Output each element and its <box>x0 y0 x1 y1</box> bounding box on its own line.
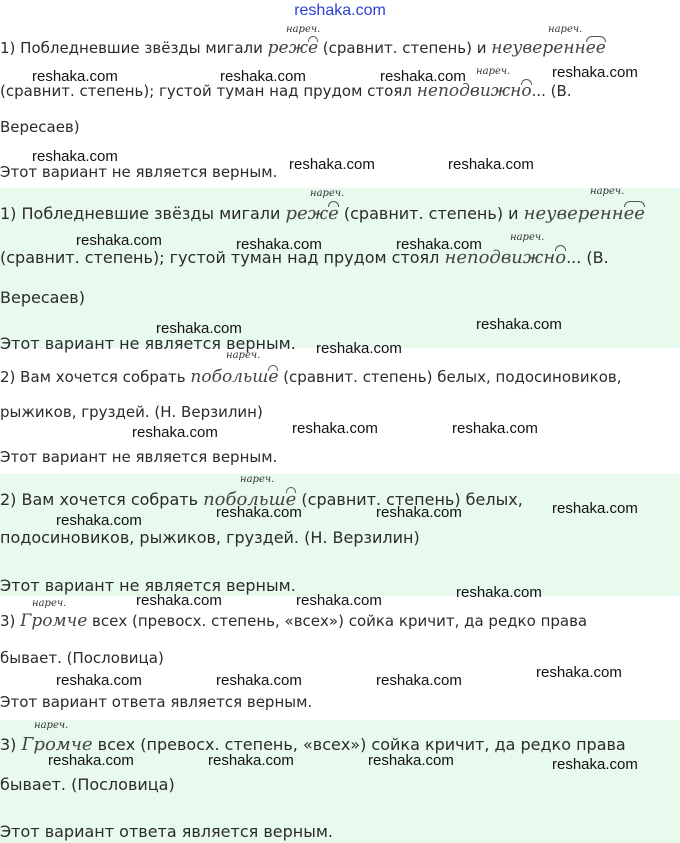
part-of-speech-mark: нареч. <box>34 720 69 731</box>
watermark: reshaka.com <box>236 236 322 253</box>
sentence-text: (сравнит. степень) и <box>318 39 492 57</box>
sentence-text: 1) Побледневшие звёзды мигали <box>0 204 286 223</box>
watermark: reshaka.com <box>216 672 302 689</box>
verdict-text: Этот вариант не является верным. <box>0 448 278 466</box>
watermark: reshaka.com <box>156 320 242 337</box>
watermark: reshaka.com <box>296 592 382 609</box>
watermark: reshaka.com <box>289 156 375 173</box>
adverb-word: неувереннее <box>523 203 645 224</box>
watermark: reshaka.com <box>132 424 218 441</box>
sentence-line: рыжиков, груздей. (Н. Верзилин) <box>0 403 263 421</box>
adverb-word: реже <box>267 38 318 58</box>
watermark: reshaka.com <box>316 340 402 357</box>
answer-block-3-highlight <box>0 720 680 843</box>
sentence-text: (сравнит. степень); густой туман над прудом стоял <box>0 82 417 100</box>
part-of-speech-mark: нареч. <box>476 66 511 77</box>
answer-block-3 <box>0 596 680 720</box>
part-of-speech-mark: нареч. <box>240 474 275 485</box>
part-of-speech-mark: нареч. <box>548 24 583 35</box>
adverb-word: побольше <box>190 367 279 387</box>
watermark: reshaka.com <box>220 68 306 85</box>
sentence-text: (сравнит. степень); густой туман над прудом стоял <box>0 248 445 267</box>
watermark: reshaka.com <box>32 68 118 85</box>
sentence-line: Вересаев) <box>0 288 85 307</box>
sentence-text: (сравнит. степень) белых, <box>296 490 523 509</box>
watermark: reshaka.com <box>552 64 638 81</box>
part-of-speech-mark: нареч. <box>590 186 625 197</box>
part-of-speech-mark: нареч. <box>226 350 261 361</box>
watermark: reshaka.com <box>216 504 302 521</box>
sentence-line: Вересаев) <box>0 118 80 136</box>
sentence-line <box>0 368 621 386</box>
part-of-speech-mark: нареч. <box>286 24 321 35</box>
watermark: reshaka.com <box>448 156 534 173</box>
watermark: reshaka.com <box>136 592 222 609</box>
watermark: reshaka.com <box>380 68 466 85</box>
verdict-text: Этот вариант не является верным. <box>0 334 296 353</box>
sentence-text: всех (превосх. степень, «всех») сойка кричит, да редко права <box>92 735 626 754</box>
sentence-line <box>0 204 645 223</box>
watermark: reshaka.com <box>476 316 562 333</box>
adverb-word: неподвижно <box>444 247 567 268</box>
watermark: reshaka.com <box>208 752 294 769</box>
watermark: reshaka.com <box>376 672 462 689</box>
adverb-word: неподвижно <box>416 81 532 101</box>
part-of-speech-mark: нареч. <box>32 598 67 609</box>
sentence-text: 3) <box>0 735 22 754</box>
verdict-text: Этот вариант ответа является верным. <box>0 693 313 711</box>
sentence-line: подосиновиков, рыжиков, груздей. (Н. Верзилин) <box>0 528 420 547</box>
sentence-text: 1) Побледневшие звёзды мигали <box>0 39 268 57</box>
watermark: reshaka.com <box>76 232 162 249</box>
adverb-word: Громче <box>20 611 88 631</box>
watermark: reshaka.com <box>396 236 482 253</box>
sentence-line: бывает. (Пословица) <box>0 775 175 794</box>
watermark: reshaka.com <box>376 504 462 521</box>
sentence-text: 2) Вам хочется собрать <box>0 490 204 509</box>
watermark: reshaka.com <box>368 752 454 769</box>
sentence-text: (сравнит. степень) белых, подосиновиков, <box>278 368 622 386</box>
verdict-text: Этот вариант ответа является верным. <box>0 822 333 841</box>
adverb-word: неувереннее <box>491 38 606 58</box>
watermark: reshaka.com <box>456 584 542 601</box>
sentence-line: бывает. (Пословица) <box>0 649 164 667</box>
part-of-speech-mark: нареч. <box>310 188 345 199</box>
verdict-text: Этот вариант не является верным. <box>0 576 296 595</box>
part-of-speech-mark: нареч. <box>510 232 545 243</box>
sentence-text: всех (превосх. степень, «всех») сойка кричит, да редко права <box>87 612 588 630</box>
verdict-text: Этот вариант не является верным. <box>0 163 278 181</box>
watermark: reshaka.com <box>32 148 118 165</box>
sentence-text: 3) <box>0 612 21 630</box>
watermark: reshaka.com <box>536 664 622 681</box>
watermark: reshaka.com <box>552 756 638 773</box>
sentence-text: (сравнит. степень) и <box>338 204 524 223</box>
watermark: reshaka.com <box>552 500 638 517</box>
watermark: reshaka.com <box>56 512 142 529</box>
sentence-line <box>0 39 606 57</box>
adverb-word: Громче <box>21 734 93 755</box>
sentence-text: 2) Вам хочется собрать <box>0 368 191 386</box>
site-header-link[interactable]: reshaka.com <box>294 2 386 19</box>
watermark: reshaka.com <box>452 420 538 437</box>
adverb-word: побольше <box>203 489 297 510</box>
answer-block-2-highlight <box>0 474 680 596</box>
watermark: reshaka.com <box>56 672 142 689</box>
sentence-text: ... (В. <box>531 82 572 100</box>
adverb-word: реже <box>285 203 339 224</box>
answer-block-2 <box>0 348 680 474</box>
watermark: reshaka.com <box>292 420 378 437</box>
sentence-text: ... (В. <box>566 248 609 267</box>
watermark: reshaka.com <box>48 752 134 769</box>
sentence-line <box>0 612 587 630</box>
